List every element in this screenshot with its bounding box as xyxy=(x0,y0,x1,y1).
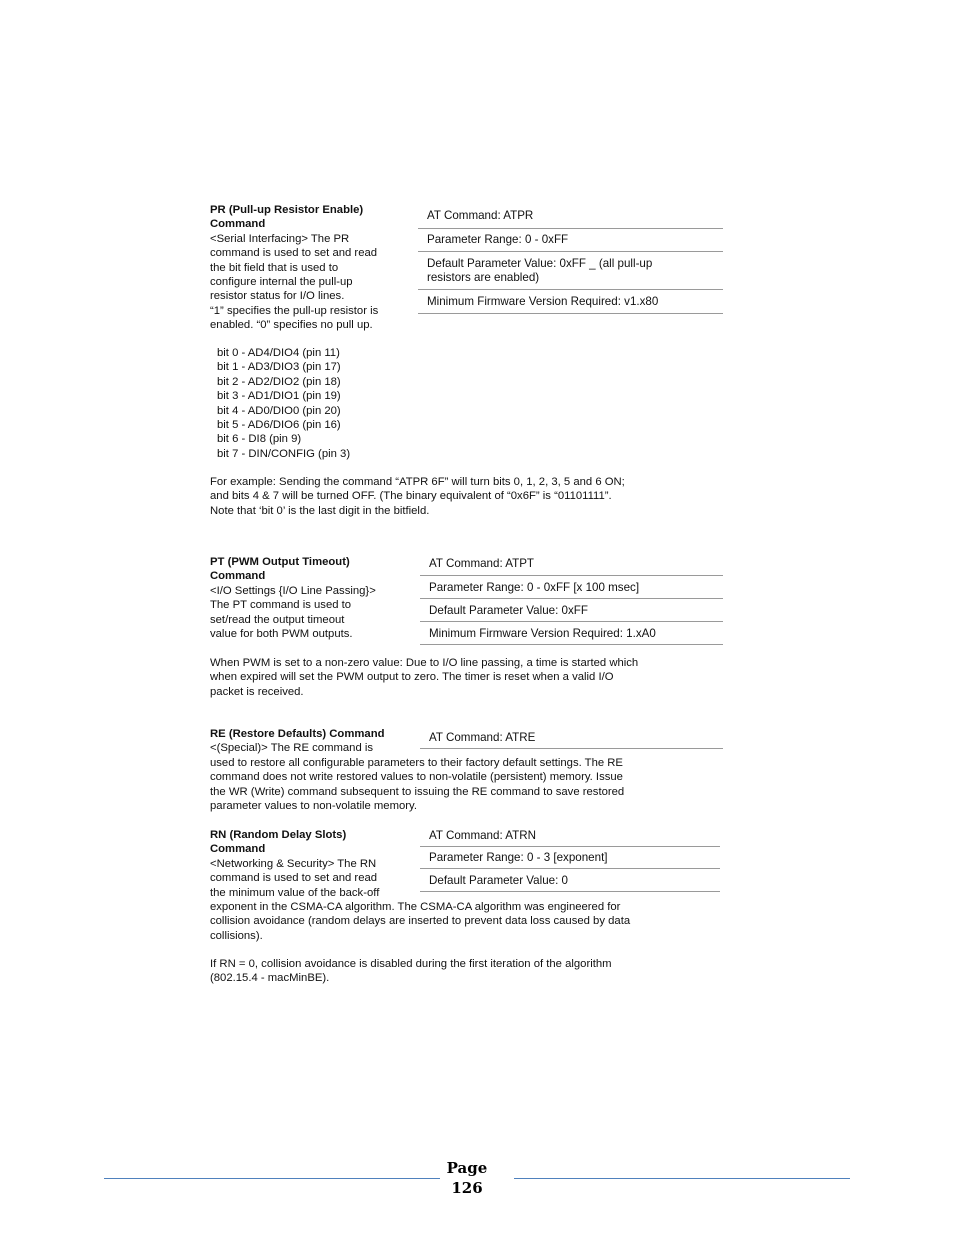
re-desc-line: used to restore all configurable parameters to their factory default settings. The RE xyxy=(210,756,623,769)
rn-note-line: (802.15.4 - macMinBE). xyxy=(210,972,330,985)
pt-note-line: when expired will set the PWM output to zero. The timer is reset when a valid I/O xyxy=(210,671,614,684)
rn-desc-line: collisions). xyxy=(210,929,263,942)
page-number-block xyxy=(437,1158,497,1198)
pr-bit-item: bit 0 - AD4/DIO4 (pin 11) xyxy=(217,347,340,359)
pr-desc-line: the bit field that is used to xyxy=(210,261,339,274)
rn-desc-first-line: the minimum value of the back-off xyxy=(210,886,380,899)
re-param-table xyxy=(420,727,723,749)
pr-desc-line: configure internal the pull-up xyxy=(210,276,353,289)
pt-desc-line: <I/O Settings {I/O Line Passing}> xyxy=(210,584,376,597)
re-desc-line: parameter values to non-volatile memory. xyxy=(210,800,417,813)
pt-desc-line: set/read the output timeout xyxy=(210,613,345,626)
pr-min-firmware xyxy=(418,291,723,314)
pr-bit-item: bit 4 - AD0/DIO0 (pin 20) xyxy=(217,404,341,417)
re-desc-first-line: <(Special)> The RE command is xyxy=(210,742,374,755)
pt-min-firmware-text: Minimum Firmware Version Required: 1.xA0 xyxy=(429,627,656,640)
pr-bit-item: bit 6 - DI8 (pin 9) xyxy=(217,433,302,446)
pr-default-line-2: resistors are enabled) xyxy=(427,271,540,284)
pt-param-range-text: Parameter Range: 0 - 0xFF [x 100 msec] xyxy=(429,581,640,594)
pr-param-range-text: Parameter Range: 0 - 0xFF xyxy=(427,233,569,246)
rn-param-range xyxy=(420,848,720,869)
pt-note-line: When PWM is set to a non-zero value: Due to I/O line passing, a time is started which xyxy=(210,657,639,669)
pt-section xyxy=(210,555,410,641)
re-at-command-text: AT Command: ATRE xyxy=(429,731,536,744)
pr-default-line-1: Default Parameter Value: 0xFF _ (all pull-up xyxy=(427,257,653,270)
rn-title-line-1: RN (Random Delay Slots) xyxy=(210,829,347,841)
rn-desc-line: exponent in the CSMA-CA algorithm. The CSMA-CA algorithm was engineered for xyxy=(210,901,621,914)
rn-desc-line: collision avoidance (random delays are inserted to prevent data loss caused by data xyxy=(210,915,631,928)
pr-bit-item: bit 5 - AD6/DIO6 (pin 16) xyxy=(217,419,341,432)
pr-at-command xyxy=(418,209,723,229)
pt-desc-line: The PT command is used to xyxy=(210,599,352,612)
pr-title-line-2: Command xyxy=(210,218,266,231)
rn-note-paragraph xyxy=(210,957,612,986)
pr-example-line: For example: Sending the command “ATPR 6F” will turn bits 0, 1, 2, 3, 5 and 6 ON; xyxy=(210,476,625,488)
re-desc-line: the WR (Write) command subsequent to issuing the RE command to save restored xyxy=(210,785,625,798)
pt-default-value-text: Default Parameter Value: 0xFF xyxy=(429,604,588,617)
rn-desc-first-line: command is used to set and read xyxy=(210,872,378,885)
pr-param-table xyxy=(418,203,723,315)
rn-param-range-text: Parameter Range: 0 - 3 [exponent] xyxy=(429,851,608,864)
pt-note-paragraph xyxy=(210,656,638,699)
re-title: RE (Restore Defaults) Command xyxy=(210,728,385,740)
pt-at-command-text: AT Command: ATPT xyxy=(429,557,535,570)
rn-param-table xyxy=(420,825,720,894)
pt-title-line-2: Command xyxy=(210,570,266,583)
pr-example-line: and bits 4 & 7 will be turned OFF. (The binary equivalent of “0x6F” is “01101111”. xyxy=(210,490,612,503)
pr-example-line: Note that ‘bit 0’ is the last digit in the bitfield. xyxy=(210,504,430,517)
pr-min-firmware-text: Minimum Firmware Version Required: v1.x80 xyxy=(427,295,659,308)
pr-bit-list xyxy=(217,346,350,461)
pr-at-command-text: AT Command: ATPR xyxy=(427,209,534,222)
rn-title-line-2: Command xyxy=(210,843,266,856)
pr-desc-line: enabled. “0” specifies no pull up. xyxy=(210,319,373,332)
rn-at-command xyxy=(420,827,720,847)
pr-example-paragraph xyxy=(210,475,625,518)
rn-at-command-text: AT Command: ATRN xyxy=(429,829,536,842)
pr-desc-line: resistor status for I/O lines. xyxy=(210,290,345,303)
pr-desc-line: “1” specifies the pull-up resistor is xyxy=(210,304,379,317)
pt-param-table xyxy=(420,553,723,645)
pt-at-command xyxy=(420,555,723,576)
footer-rule-right xyxy=(514,1178,850,1179)
page-number: 126 xyxy=(451,1179,483,1197)
pt-note-line: packet is received. xyxy=(210,685,304,698)
pr-section xyxy=(210,203,410,333)
pr-title-line-1: PR (Pull-up Resistor Enable) xyxy=(210,204,364,216)
rn-desc-first-line: <Networking & Security> The RN xyxy=(210,857,377,870)
pr-desc-line: <Serial Interfacing> The PR xyxy=(210,232,350,245)
rn-note-line: If RN = 0, collision avoidance is disabled during the first iteration of the algorithm xyxy=(210,958,612,970)
pt-title-line-1: PT (PWM Output Timeout) xyxy=(210,556,350,568)
pr-bit-item: bit 7 - DIN/CONFIG (pin 3) xyxy=(217,447,351,460)
pr-bit-item: bit 3 - AD1/DIO1 (pin 19) xyxy=(217,390,341,403)
rn-default-value-text: Default Parameter Value: 0 xyxy=(429,874,568,887)
pr-bit-item: bit 1 - AD3/DIO3 (pin 17) xyxy=(217,361,341,374)
pr-bit-item: bit 2 - AD2/DIO2 (pin 18) xyxy=(217,375,341,388)
pt-default-value xyxy=(420,600,723,622)
re-at-command xyxy=(420,729,723,749)
pt-min-firmware xyxy=(420,623,723,645)
page-label: Page xyxy=(446,1159,488,1177)
footer-rule-left xyxy=(104,1178,440,1179)
pt-param-range xyxy=(420,577,723,599)
rn-default-value xyxy=(420,870,720,892)
re-desc-line: command does not write restored values to non-volatile (persistent) memory. Issue xyxy=(210,771,623,784)
pt-desc-line: value for both PWM outputs. xyxy=(210,628,353,641)
pr-desc-line: command is used to set and read xyxy=(210,247,378,260)
pr-default-value xyxy=(418,253,723,290)
pr-param-range xyxy=(418,230,723,252)
